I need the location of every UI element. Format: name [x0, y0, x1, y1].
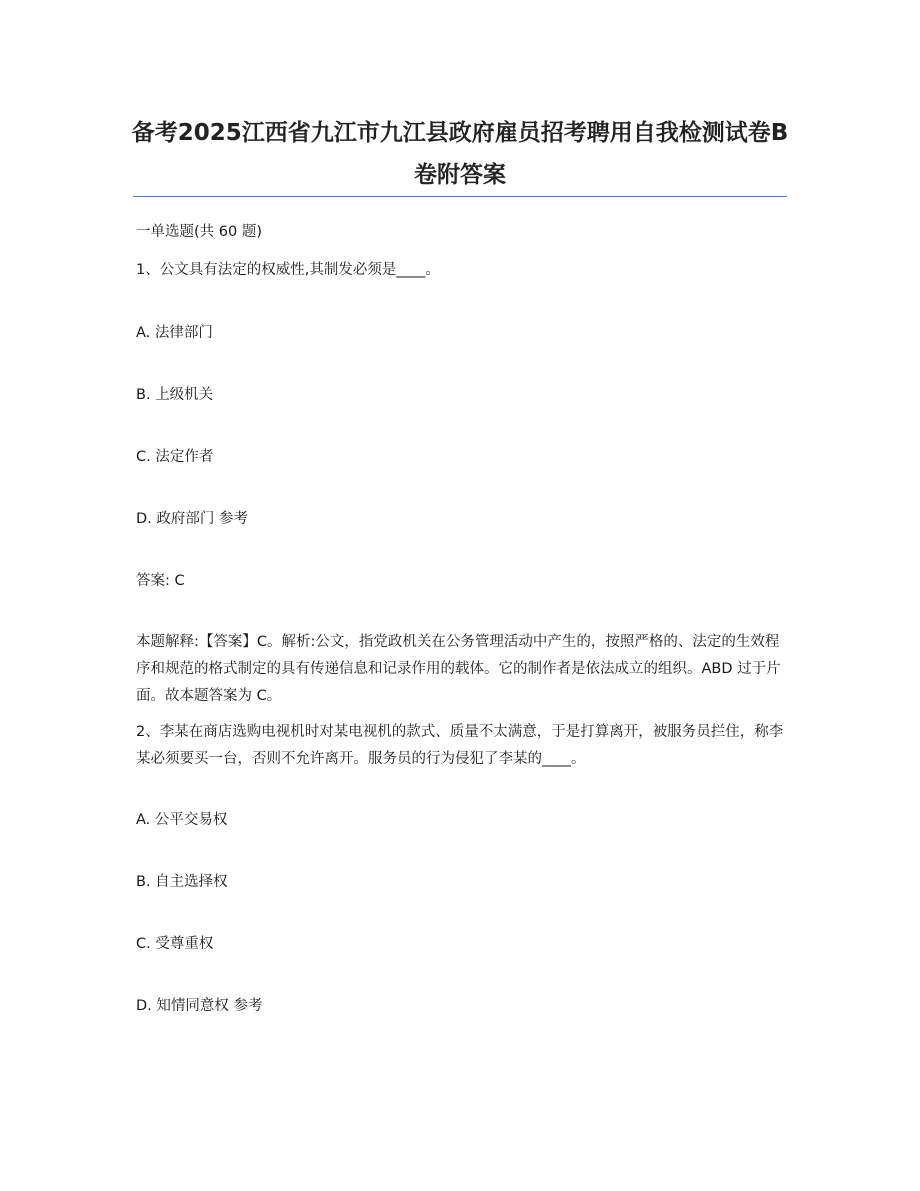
question-1-option-a: A. 法律部门: [136, 325, 213, 341]
question-2-stem: 2、李某在商店选购电视机时对某电视机的款式、质量不太满意，于是打算离开，被服务员拦住，称李某必须要买一台，否则不允许离开。服务员的行为侵犯了李某的____。: [136, 724, 784, 767]
question-1-option-c: C. 法定作者: [136, 449, 214, 465]
question-2-option-d: D. 知情同意权 参考: [136, 998, 263, 1014]
question-1-explanation: 本题解释:【答案】C。解析:公文，指党政机关在公务管理活动中产生的，按照严格的、法定的生效程序和规范的格式制定的具有传递信息和记录作用的载体。它的制作者是依法成立的组织。ABD 过于片面。故本题答案为 C。: [136, 634, 781, 704]
question-2-option-b: B. 自主选择权: [136, 874, 228, 890]
document-title: 备考2025江西省九江市九江县政府雇员招考聘用自我检测试卷B卷附答案: [131, 120, 789, 188]
question-1-answer: 答案: C: [136, 573, 185, 589]
question-1-option-b: B. 上级机关: [136, 387, 214, 403]
title-divider: [133, 196, 787, 197]
section-heading: 一单选题(共 60 题): [136, 224, 262, 240]
question-2-option-c: C. 受尊重权: [136, 936, 214, 952]
question-2-option-a: A. 公平交易权: [136, 812, 228, 828]
question-1-option-d: D. 政府部门 参考: [136, 511, 248, 527]
question-1-stem: 1、公文具有法定的权威性,其制发必须是____。: [136, 262, 440, 278]
